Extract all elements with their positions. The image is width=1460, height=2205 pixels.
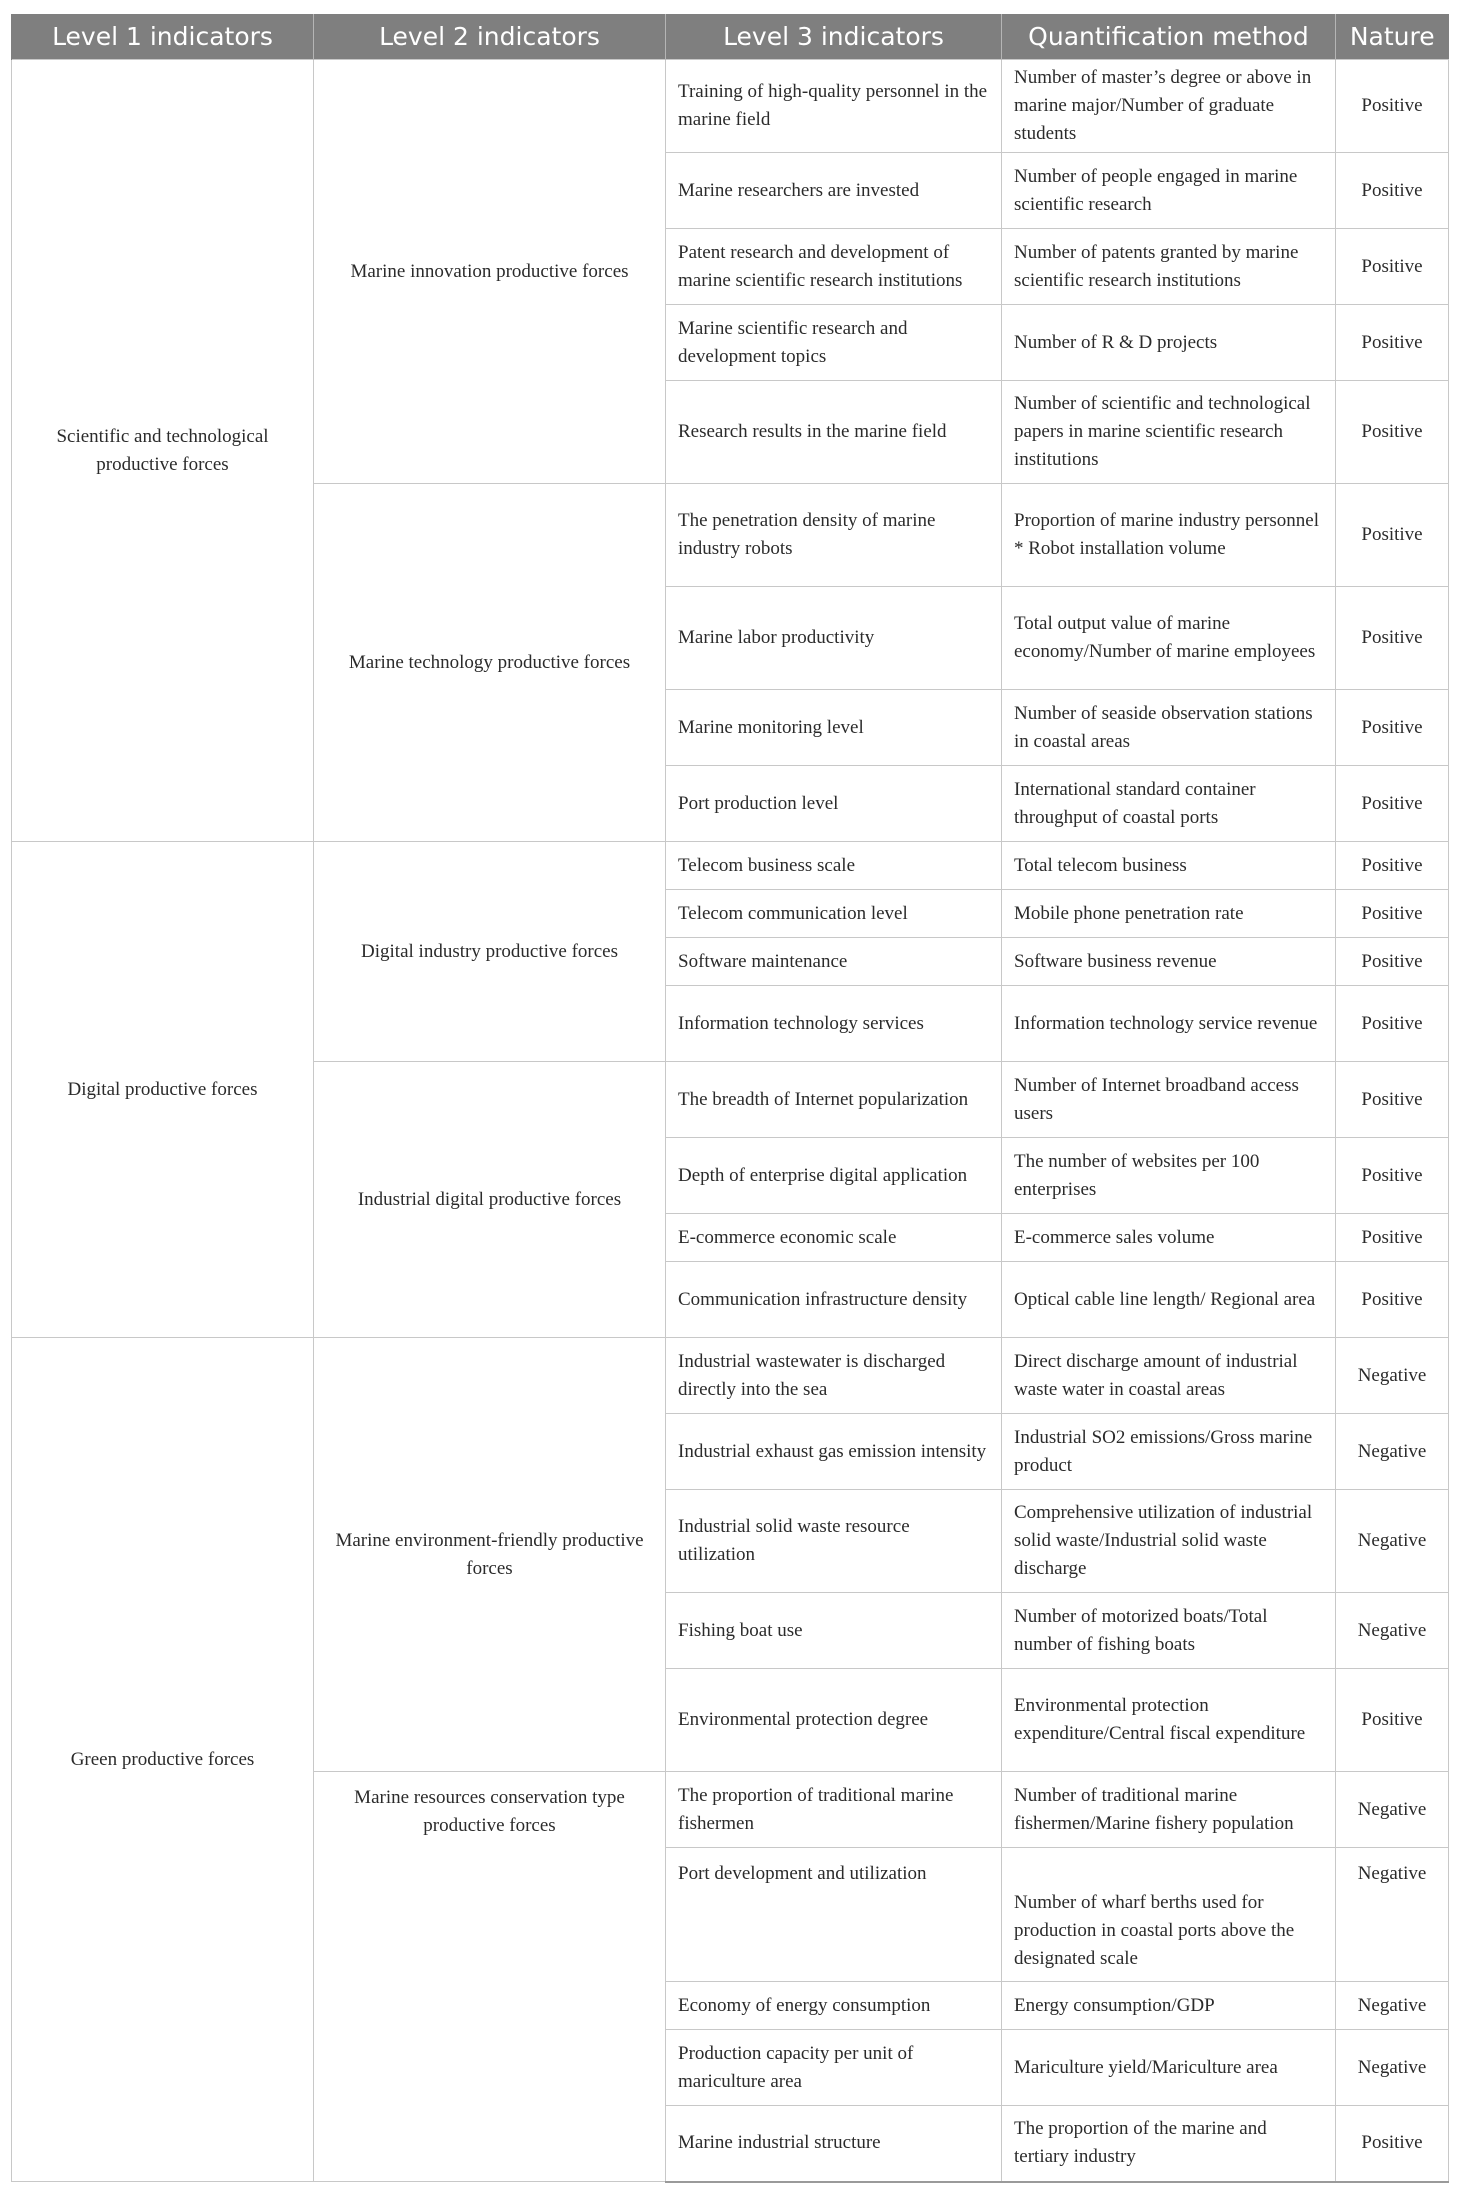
nature-cell: Positive bbox=[1336, 229, 1449, 305]
table-row bbox=[12, 842, 1449, 890]
nature-cell: Positive bbox=[1336, 690, 1449, 766]
header-quantification: Quantification method bbox=[1002, 14, 1336, 60]
header-row bbox=[12, 14, 1449, 60]
level3-cell: Industrial exhaust gas emission intensity bbox=[666, 1414, 1002, 1490]
method-cell: The proportion of the marine and tertiary industry bbox=[1002, 2106, 1336, 2182]
nature-cell: Negative bbox=[1336, 1414, 1449, 1490]
method-cell: E-commerce sales volume bbox=[1002, 1214, 1336, 1262]
method-cell: Number of motorized boats/Total number of fishing boats bbox=[1002, 1593, 1336, 1669]
level3-cell: Production capacity per unit of mariculture area bbox=[666, 2030, 1002, 2106]
nature-cell: Positive bbox=[1336, 890, 1449, 938]
method-cell: Software business revenue bbox=[1002, 938, 1336, 986]
indicator-table bbox=[11, 14, 1449, 2183]
level2-cell: Industrial digital productive forces bbox=[314, 1062, 666, 1338]
nature-cell: Positive bbox=[1336, 587, 1449, 690]
level3-cell: Marine researchers are invested bbox=[666, 153, 1002, 229]
method-cell: Proportion of marine industry personnel * Robot installation volume bbox=[1002, 484, 1336, 587]
level3-cell: Industrial solid waste resource utilization bbox=[666, 1490, 1002, 1593]
method-cell: Optical cable line length/ Regional area bbox=[1002, 1262, 1336, 1338]
nature-cell: Negative bbox=[1336, 1338, 1449, 1414]
method-cell: Number of Internet broadband access users bbox=[1002, 1062, 1336, 1138]
level3-cell: Telecom business scale bbox=[666, 842, 1002, 890]
level3-cell: The breadth of Internet popularization bbox=[666, 1062, 1002, 1138]
level3-cell: Port development and utilization bbox=[666, 1848, 1002, 1982]
level3-cell: Economy of energy consumption bbox=[666, 1982, 1002, 2030]
level3-cell: Environmental protection degree bbox=[666, 1669, 1002, 1772]
level3-cell: Depth of enterprise digital application bbox=[666, 1138, 1002, 1214]
method-cell: International standard container throughput of coastal ports bbox=[1002, 766, 1336, 842]
nature-cell: Positive bbox=[1336, 305, 1449, 381]
method-cell: Number of wharf berths used for production in coastal ports above the designated scale bbox=[1002, 1848, 1336, 1982]
nature-cell: Positive bbox=[1336, 1138, 1449, 1214]
method-cell: Number of master’s degree or above in marine major/Number of graduate students bbox=[1002, 60, 1336, 153]
nature-cell: Positive bbox=[1336, 2106, 1449, 2182]
level2-cell: Digital industry productive forces bbox=[314, 842, 666, 1062]
header-nature: Nature bbox=[1336, 14, 1449, 60]
method-cell: The number of websites per 100 enterprises bbox=[1002, 1138, 1336, 1214]
method-cell: Industrial SO2 emissions/Gross marine product bbox=[1002, 1414, 1336, 1490]
level1-cell: Scientific and technological productive forces bbox=[12, 60, 314, 842]
nature-cell: Positive bbox=[1336, 1062, 1449, 1138]
nature-cell: Negative bbox=[1336, 2030, 1449, 2106]
level1-cell: Digital productive forces bbox=[12, 842, 314, 1338]
level3-cell: Communication infrastructure density bbox=[666, 1262, 1002, 1338]
nature-cell: Positive bbox=[1336, 1262, 1449, 1338]
level2-cell: Marine environment-friendly productive forces bbox=[314, 1338, 666, 1772]
level3-cell: Patent research and development of marine scientific research institutions bbox=[666, 229, 1002, 305]
method-cell: Number of scientific and technological papers in marine scientific research institutions bbox=[1002, 381, 1336, 484]
nature-cell: Negative bbox=[1336, 1848, 1449, 1982]
method-cell: Total telecom business bbox=[1002, 842, 1336, 890]
level3-cell: E-commerce economic scale bbox=[666, 1214, 1002, 1262]
table-row bbox=[12, 60, 1449, 153]
level3-cell: Marine industrial structure bbox=[666, 2106, 1002, 2182]
method-cell: Number of seaside observation stations in coastal areas bbox=[1002, 690, 1336, 766]
level3-cell: Marine labor productivity bbox=[666, 587, 1002, 690]
level3-cell: Port production level bbox=[666, 766, 1002, 842]
method-cell: Number of R & D projects bbox=[1002, 305, 1336, 381]
level3-cell: Training of high-quality personnel in the marine field bbox=[666, 60, 1002, 153]
table-row bbox=[12, 1338, 1449, 1414]
nature-cell: Positive bbox=[1336, 153, 1449, 229]
nature-cell: Positive bbox=[1336, 986, 1449, 1062]
method-cell: Mariculture yield/Mariculture area bbox=[1002, 2030, 1336, 2106]
method-cell: Total output value of marine economy/Number of marine employees bbox=[1002, 587, 1336, 690]
level3-cell: Fishing boat use bbox=[666, 1593, 1002, 1669]
nature-cell: Negative bbox=[1336, 1772, 1449, 1848]
level3-cell: Telecom communication level bbox=[666, 890, 1002, 938]
method-cell: Energy consumption/GDP bbox=[1002, 1982, 1336, 2030]
level3-cell: The proportion of traditional marine fishermen bbox=[666, 1772, 1002, 1848]
level3-cell: Marine monitoring level bbox=[666, 690, 1002, 766]
level3-cell: Software maintenance bbox=[666, 938, 1002, 986]
level3-cell: Industrial wastewater is discharged directly into the sea bbox=[666, 1338, 1002, 1414]
nature-cell: Positive bbox=[1336, 60, 1449, 153]
method-cell: Comprehensive utilization of industrial solid waste/Industrial solid waste discharge bbox=[1002, 1490, 1336, 1593]
nature-cell: Positive bbox=[1336, 1669, 1449, 1772]
nature-cell: Positive bbox=[1336, 1214, 1449, 1262]
header-level2: Level 2 indicators bbox=[314, 14, 666, 60]
level1-cell: Green productive forces bbox=[12, 1338, 314, 2182]
nature-cell: Negative bbox=[1336, 1490, 1449, 1593]
level3-cell: The penetration density of marine industry robots bbox=[666, 484, 1002, 587]
header-level3: Level 3 indicators bbox=[666, 14, 1002, 60]
level2-cell: Marine innovation productive forces bbox=[314, 60, 666, 484]
method-cell: Number of traditional marine fishermen/Marine fishery population bbox=[1002, 1772, 1336, 1848]
method-cell: Mobile phone penetration rate bbox=[1002, 890, 1336, 938]
nature-cell: Negative bbox=[1336, 1982, 1449, 2030]
method-cell: Direct discharge amount of industrial waste water in coastal areas bbox=[1002, 1338, 1336, 1414]
level3-cell: Marine scientific research and development topics bbox=[666, 305, 1002, 381]
method-cell: Environmental protection expenditure/Central fiscal expenditure bbox=[1002, 1669, 1336, 1772]
level3-cell: Research results in the marine field bbox=[666, 381, 1002, 484]
nature-cell: Positive bbox=[1336, 842, 1449, 890]
level2-cell: Marine technology productive forces bbox=[314, 484, 666, 842]
header-level1: Level 1 indicators bbox=[12, 14, 314, 60]
nature-cell: Positive bbox=[1336, 381, 1449, 484]
nature-cell: Negative bbox=[1336, 1593, 1449, 1669]
method-cell: Number of people engaged in marine scientific research bbox=[1002, 153, 1336, 229]
method-cell: Number of patents granted by marine scientific research institutions bbox=[1002, 229, 1336, 305]
nature-cell: Positive bbox=[1336, 938, 1449, 986]
nature-cell: Positive bbox=[1336, 766, 1449, 842]
level2-cell: Marine resources conservation type productive forces bbox=[314, 1772, 666, 2182]
nature-cell: Positive bbox=[1336, 484, 1449, 587]
method-cell: Information technology service revenue bbox=[1002, 986, 1336, 1062]
level3-cell: Information technology services bbox=[666, 986, 1002, 1062]
